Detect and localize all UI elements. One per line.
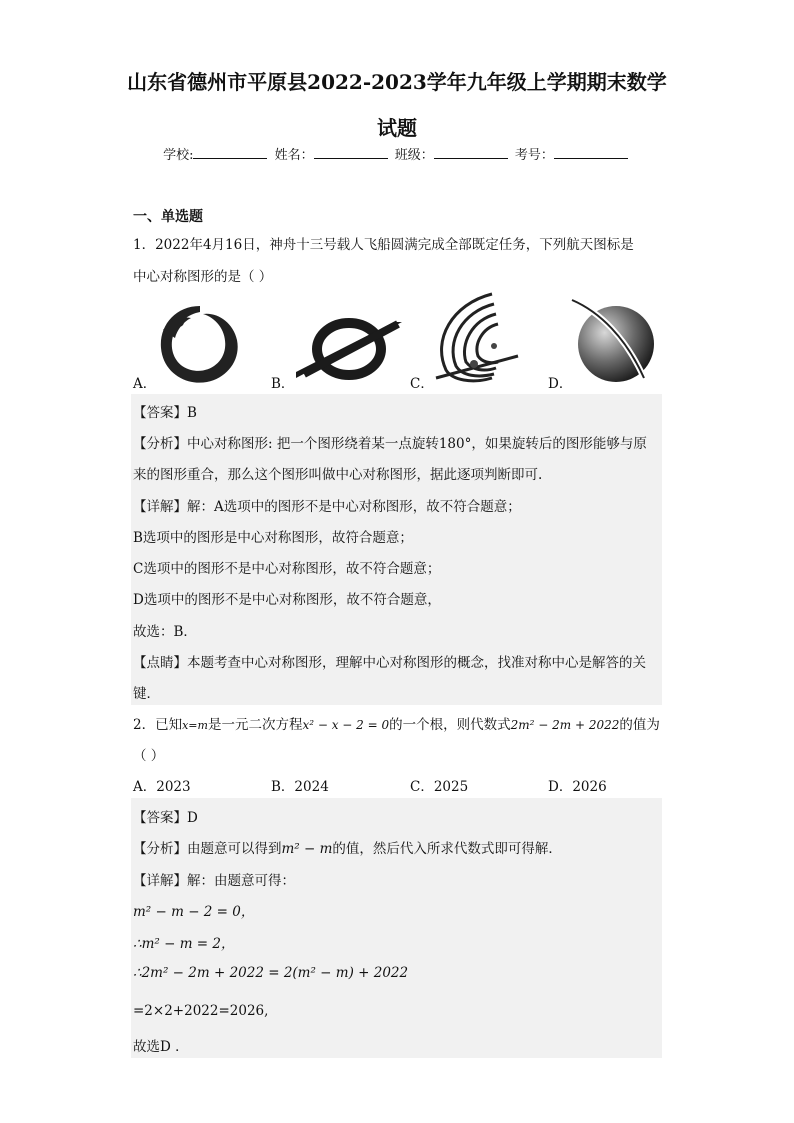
q2-stem-d: 的值为 <box>619 717 660 733</box>
q1-stem-line1: 1．2022年4月16日，神舟十三号载人飞船圆满完成全部既定任务，下列航天图标是 <box>133 237 634 253</box>
q1-option-b[interactable]: B． <box>271 376 295 392</box>
q2-stem-a: 2．已知 <box>133 717 183 733</box>
school-label: 学校: <box>163 148 194 163</box>
q1-comment-line1: 【点睛】本题考查中心对称图形，理解中心对称图形的概念，找准对称中心是解答的关 <box>133 655 646 671</box>
q1-option-d[interactable]: D． <box>548 376 573 392</box>
swirl-logo-icon <box>155 300 245 388</box>
number-label: 考号： <box>514 148 554 163</box>
q2-step3-math: ∴2m² − 2m + 2022 = 2(m² − m) + 2022 <box>133 965 409 981</box>
q2-stem-equation: x² − x − 2 = 0 <box>302 718 390 732</box>
q2-option-a[interactable]: A．2023 <box>133 779 191 795</box>
q1-detail-line2: B选项中的图形是中心对称图形，故符合题意； <box>133 530 413 546</box>
q2-step1 <box>133 900 254 920</box>
q2-stem-line1 <box>133 713 660 733</box>
q1-detail-line3: C选项中的图形不是中心对称图形，故不符合题意； <box>133 561 441 577</box>
q2-analysis <box>133 837 562 857</box>
class-label: 班级： <box>394 148 434 163</box>
q2-analysis-a: 【分析】由题意可以得到 <box>133 841 282 857</box>
q2-analysis-b: 的值，然后代入所求代数式即可得解． <box>332 841 562 857</box>
q2-step2 <box>133 932 234 952</box>
page-title-line2: 试题 <box>377 116 417 140</box>
number-blank[interactable] <box>554 146 628 159</box>
q2-choose: 故选D ． <box>133 1039 189 1055</box>
q1-choose: 故选：B． <box>133 624 197 640</box>
q1-analysis-line2: 来的图形重合，那么这个图形叫做中心对称图形，据此逐项判断即可. <box>133 467 543 483</box>
student-info-row <box>0 144 794 163</box>
q2-stem-x: x=m <box>182 719 208 732</box>
q2-option-d[interactable]: D．2026 <box>548 779 607 795</box>
name-blank[interactable] <box>314 146 388 159</box>
q2-option-b[interactable]: B．2024 <box>271 779 329 795</box>
q2-detail: 【详解】解：由题意可得： <box>133 873 295 889</box>
q2-answer: 【答案】D <box>133 810 198 826</box>
name-label: 姓名： <box>274 148 314 163</box>
q2-option-c[interactable]: C．2025 <box>410 779 469 795</box>
section-heading: 一、单选题 <box>133 209 203 225</box>
page-title-line1: 山东省德州市平原县2022-2023学年九年级上学期期末数学 <box>127 70 667 94</box>
q1-detail-line1: 【详解】解：A选项中的图形不是中心对称图形，故不符合题意； <box>133 499 521 515</box>
q2-stem-c: 的一个根，则代数式 <box>389 717 511 733</box>
q2-stem-b: 是一元二次方程 <box>207 717 303 733</box>
q2-analysis-expression: m² − m <box>281 841 333 857</box>
q2-stem-line2: （ ） <box>133 748 165 764</box>
q2-step1-math: m² − m − 2 = 0， <box>133 904 255 920</box>
q2-step4: =2×2+2022=2026, <box>133 1003 269 1019</box>
q1-option-a[interactable]: A． <box>133 376 157 392</box>
school-blank[interactable] <box>193 146 267 159</box>
concentric-arcs-icon <box>432 290 520 386</box>
q1-stem-line2: 中心对称图形的是（ ） <box>133 269 273 285</box>
sphere-orbit-icon <box>570 298 658 384</box>
q2-stem-expression: 2m² − 2m + 2022 <box>510 718 620 732</box>
q1-analysis-line1: 【分析】中心对称图形: 把一个图形绕着某一点旋转180°，如果旋转后的图形能够与原 <box>133 436 647 452</box>
q1-answer: 【答案】B <box>133 405 197 421</box>
q2-step2-math: ∴m² − m = 2， <box>133 936 235 952</box>
q1-detail-line4: D选项中的图形不是中心对称图形，故不符合题意， <box>133 592 441 608</box>
q1-option-c[interactable]: C． <box>410 376 434 392</box>
q2-step3 <box>133 965 408 981</box>
class-blank[interactable] <box>434 146 508 159</box>
q1-comment-line2: 键． <box>133 686 160 702</box>
saturn-slash-icon <box>294 316 404 382</box>
